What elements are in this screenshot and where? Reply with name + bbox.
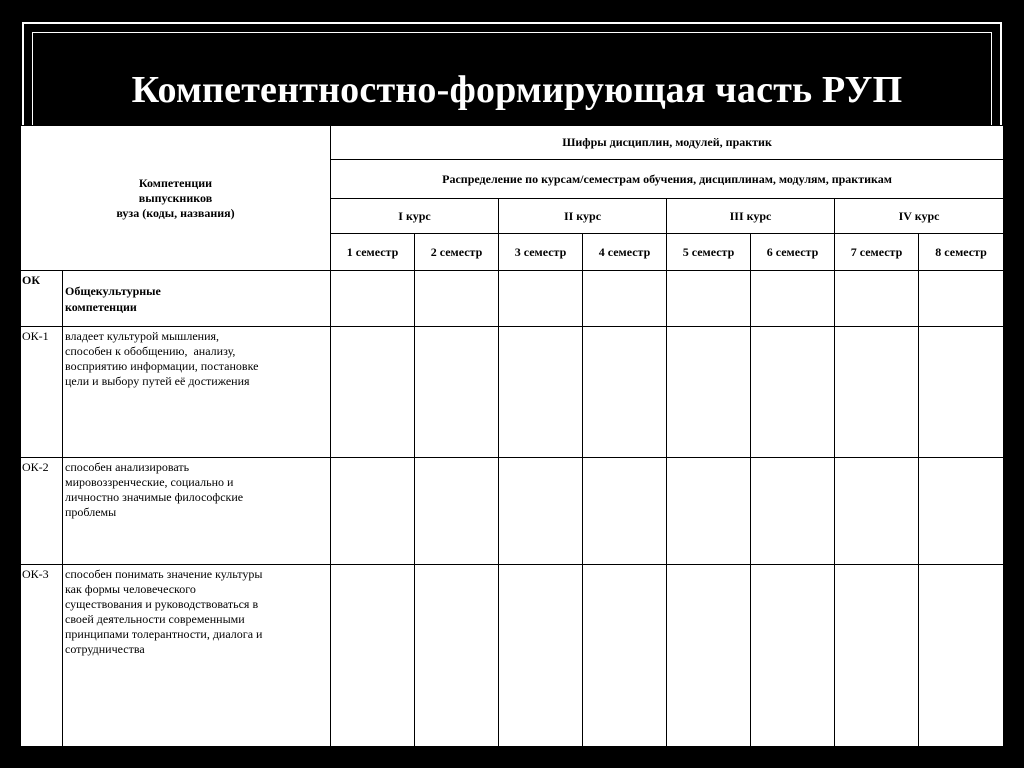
description-line: компетенции <box>65 300 137 314</box>
semester-header-5: 5 семестр <box>667 234 751 271</box>
semester-cell <box>331 271 415 327</box>
description-line: своей деятельности современными <box>65 612 245 626</box>
table-row <box>21 327 1004 458</box>
semester-header-8: 8 семестр <box>919 234 1004 271</box>
semester-header-4: 4 семестр <box>583 234 667 271</box>
semester-header-7: 7 семестр <box>835 234 919 271</box>
competency-code: ОК-2 <box>21 458 63 565</box>
semester-cell <box>331 565 415 747</box>
course-header-2: II курс <box>499 199 667 234</box>
description-line: способен к обобщению, анализу, <box>65 344 236 358</box>
semester-cell <box>583 458 667 565</box>
competency-code: ОК-1 <box>21 327 63 458</box>
semester-cell <box>331 458 415 565</box>
semester-cell <box>499 271 583 327</box>
slide-title: Компетентностно-формирующая часть РУП <box>131 69 903 111</box>
description-line: личностно значимые философские <box>65 490 244 504</box>
description-line: проблемы <box>65 505 117 519</box>
competency-table <box>20 125 1004 747</box>
course-header-1: I курс <box>331 199 499 234</box>
semester-cell <box>499 327 583 458</box>
semester-cell <box>499 565 583 747</box>
description-line: восприятию информации, постановке <box>65 359 259 373</box>
description-line: сотрудничества <box>65 642 145 656</box>
table-row <box>21 565 1004 747</box>
semester-header-6: 6 семестр <box>751 234 835 271</box>
semester-header-2: 2 семестр <box>415 234 499 271</box>
semester-cell <box>415 271 499 327</box>
semester-cell <box>751 458 835 565</box>
semester-cell <box>919 327 1004 458</box>
course-header-3: III курс <box>667 199 835 234</box>
competencies-header-line-3: вуза (коды, названия) <box>116 205 235 220</box>
semester-cell <box>835 271 919 327</box>
competency-description <box>63 458 331 565</box>
table-row <box>21 271 1004 327</box>
semester-cell <box>331 327 415 458</box>
table-row <box>21 458 1004 565</box>
semester-cell <box>751 565 835 747</box>
description-line: как формы человеческого <box>65 582 196 596</box>
semester-cell <box>583 271 667 327</box>
semester-header-3: 3 семестр <box>499 234 583 271</box>
semester-cell <box>751 327 835 458</box>
description-line: цели и выбору путей её достижения <box>65 374 250 388</box>
semester-cell <box>583 565 667 747</box>
semester-cell <box>667 458 751 565</box>
semester-cell <box>667 327 751 458</box>
description-line: владеет культурой мышления, <box>65 329 220 343</box>
semester-cell <box>415 458 499 565</box>
competency-description <box>63 271 331 327</box>
semester-cell <box>835 327 919 458</box>
ciphers-header: Шифры дисциплин, модулей, практик <box>331 126 1004 160</box>
competencies-header-line-1: Компетенции <box>138 175 213 190</box>
description-line: мировоззренческие, социально и <box>65 475 234 489</box>
competency-code: ОК-3 <box>21 565 63 747</box>
description-line: принципами толерантности, диалога и <box>65 627 263 641</box>
semester-cell <box>919 565 1004 747</box>
semester-cell <box>415 327 499 458</box>
course-header-4: IV курс <box>835 199 1004 234</box>
competencies-header <box>21 126 331 271</box>
semester-cell <box>919 271 1004 327</box>
semester-cell <box>667 271 751 327</box>
competency-code: ОК <box>21 271 63 327</box>
semester-cell <box>835 458 919 565</box>
semester-cell <box>835 565 919 747</box>
distribution-header: Распределение по курсам/семестрам обучения, дисциплинам, модулям, практикам <box>331 160 1004 199</box>
semester-cell <box>415 565 499 747</box>
competencies-header-line-2: выпускников <box>138 190 213 205</box>
description-line: существования и руководствоваться в <box>65 597 259 611</box>
semester-cell <box>919 458 1004 565</box>
description-line: способен понимать значение культуры <box>65 567 263 581</box>
semester-cell <box>667 565 751 747</box>
description-line: способен анализировать <box>65 460 190 474</box>
competency-description <box>63 327 331 458</box>
semester-cell <box>583 327 667 458</box>
competency-description <box>63 565 331 747</box>
semester-cell <box>751 271 835 327</box>
description-line: Общекультурные <box>65 284 161 298</box>
semester-header-1: 1 семестр <box>331 234 415 271</box>
semester-cell <box>499 458 583 565</box>
